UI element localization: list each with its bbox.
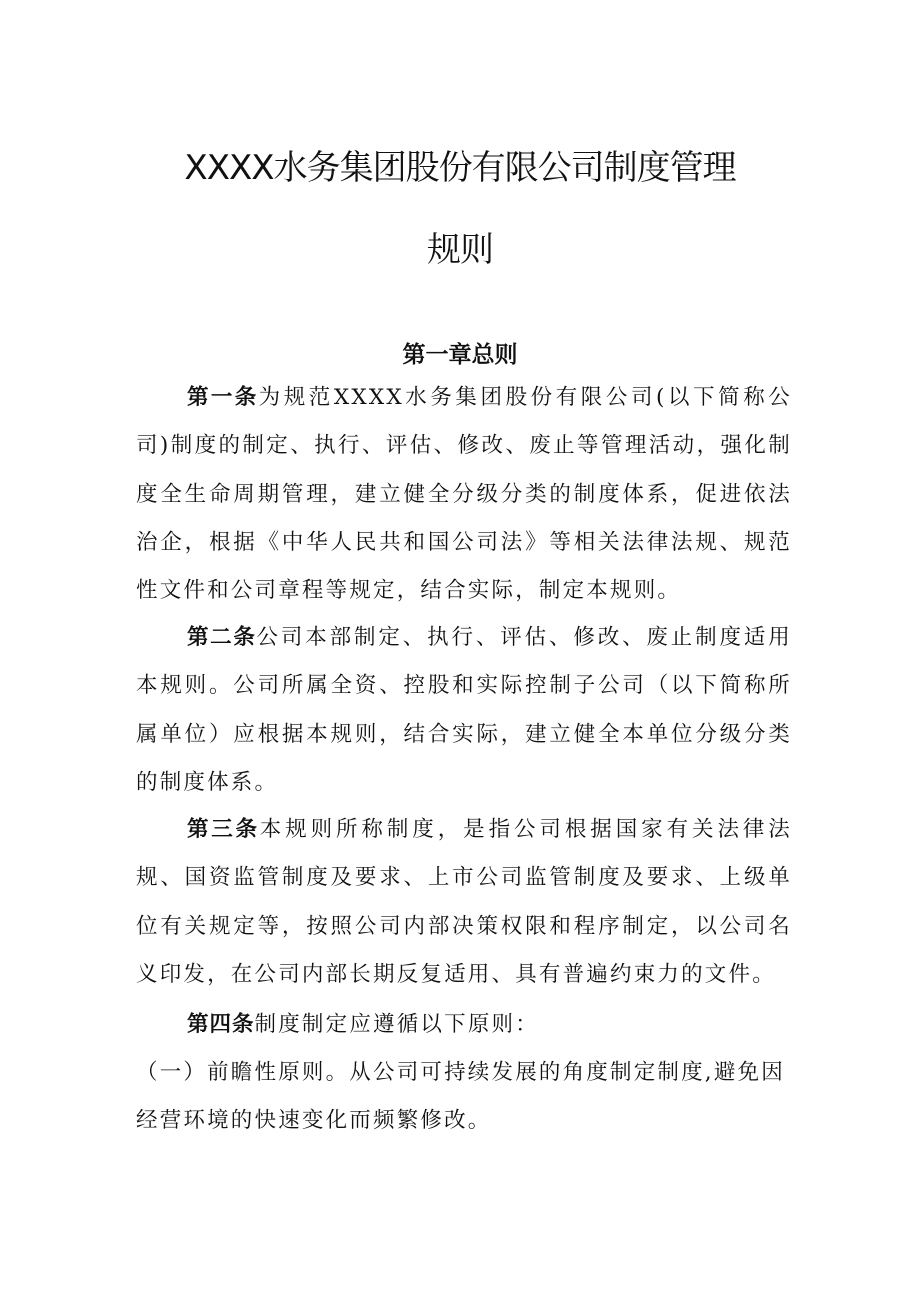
article-3 — [136, 806, 792, 999]
article-1 — [136, 374, 792, 615]
article-3-label: 第三条 — [187, 817, 260, 842]
article-1-label: 第一条 — [187, 385, 259, 410]
article-2 — [136, 614, 792, 807]
principle-item-1: （一）前瞻性原则。从公司可持续发展的角度制定制度,避免因经营环境的快速变化而频繁修改。 — [136, 1060, 785, 1134]
document-title-line-1: XXXX水务集团股份有限公司制度管理 — [184, 148, 736, 188]
article-1-text: 为规范XXXX水务集团股份有限公司(以下简称公司)制度的制定、执行、评估、修改、废止等管理活动，强化制度全生命周期管理，建立健全分级分类的制度体系，促进依法治企，根据《中华人民共和国公司法》等相关法律法规、规范性文件和公司章程等规定，结合实际，制定本规则。 — [136, 385, 792, 604]
article-3-text: 本规则所称制度，是指公司根据国家有关法律法规、国资监管制度及要求、上市公司监管制度及要求、上级单位有关规定等，按照公司内部决策权限和程序制定，以公司名义印发，在公司内部长期反复适用、具有普遍约束力的文件。 — [136, 817, 792, 987]
article-4-text: 制度制定应遵循以下原则： — [254, 1012, 539, 1037]
article-4 — [136, 1001, 792, 1049]
article-4-label: 第四条 — [187, 1012, 255, 1037]
article-2-label: 第二条 — [187, 625, 257, 650]
article-2-text: 公司本部制定、执行、评估、修改、废止制度适用本规则。公司所属全资、控股和实际控制子公司（以下简称所属单位）应根据本规则，结合实际，建立健全本单位分级分类的制度体系。 — [136, 625, 792, 795]
chapter-heading: 第一章总则 — [402, 342, 518, 368]
document-title-line-2: 规则 — [427, 230, 493, 270]
